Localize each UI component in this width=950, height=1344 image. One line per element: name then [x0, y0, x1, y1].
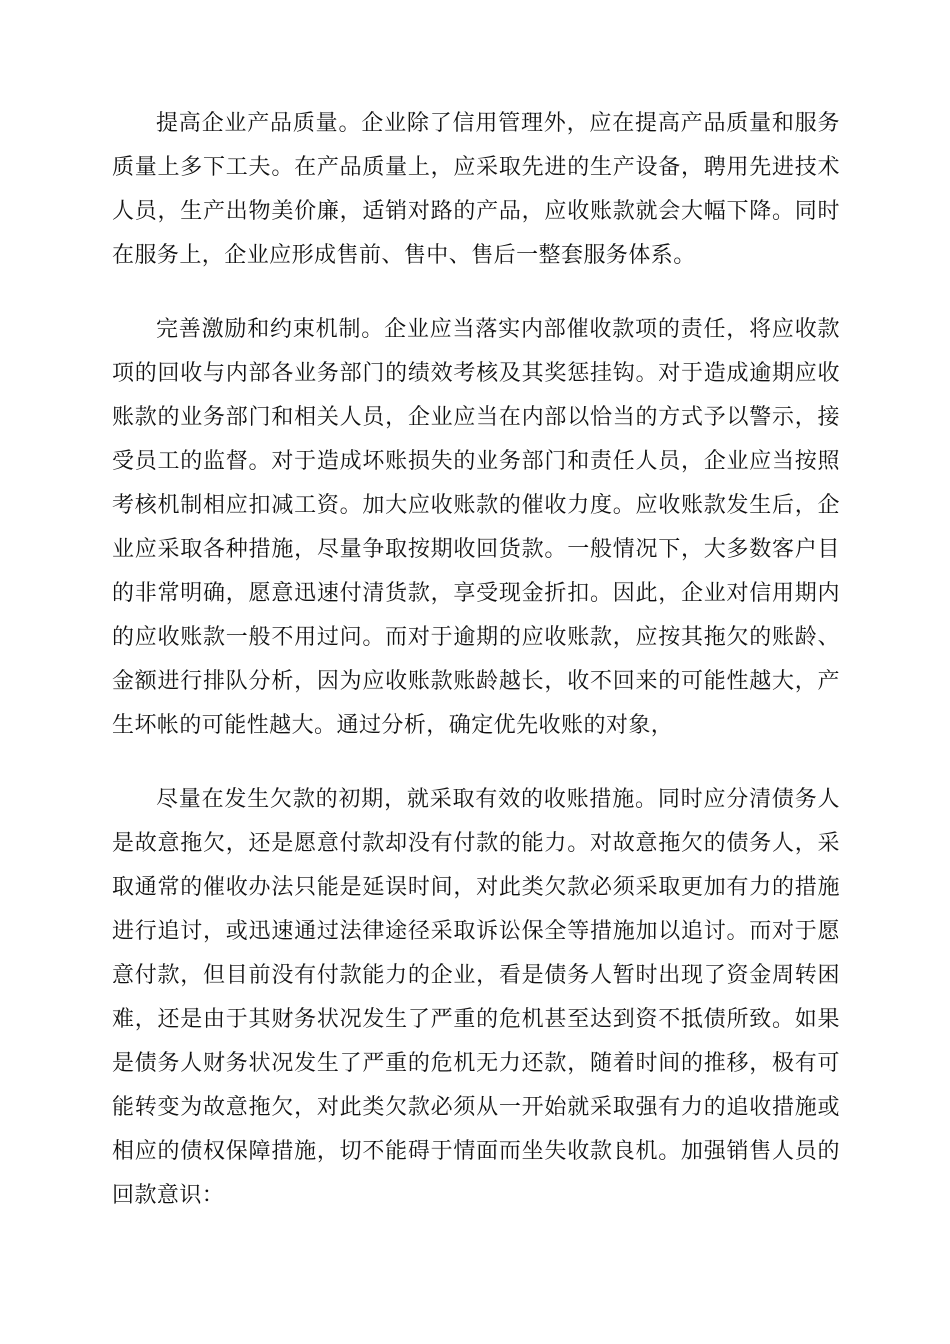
document-body [112, 102, 840, 1248]
paragraph-product-quality: 提高企业产品质量。企业除了信用管理外，应在提高产品质量和服务质量上多下工夫。在产品质量上，应采取先进的生产设备，聘用先进技术人员，生产出物美价廉，适销对路的产品，应收账款就会大幅下降。同时在服务上，企业应形成售前、售中、售后一整套服务体系。 [112, 111, 840, 268]
paragraph-early-collection: 尽量在发生欠款的初期，就采取有效的收账措施。同时应分清债务人是故意拖欠，还是愿意付款却没有付款的能力。对故意拖欠的债务人，采取通常的催收办法只能是延误时间，对此类欠款必须采取更加有力的措施进行追讨，或迅速通过法律途径采取诉讼保全等措施加以追讨。而对于愿意付款，但目前没有付款能力的企业，看是债务人暂时出现了资金周转困难，还是由于其财务状况发生了严重的危机甚至达到资不抵债所致。如果是债务人财务状况发生了严重的危机无力还款，随着时间的推移，极有可能转变为故意拖欠，对此类欠款必须从一开始就采取强有力的追收措施或相应的债权保障措施，切不能碍于情面而坐失收款良机。加强销售人员的回款意识： [112, 787, 840, 1208]
paragraph-incentive-mechanism: 完善激励和约束机制。企业应当落实内部催收款项的责任，将应收款项的回收与内部各业务部门的绩效考核及其奖惩挂钩。对于造成逾期应收账款的业务部门和相关人员，企业应当在内部以恰当的方式予以警示，接受员工的监督。对于造成坏账损失的业务部门和责任人员，企业应当按照考核机制相应扣减工资。加大应收账款的催收力度。应收账款发生后，企业应采取各种措施，尽量争取按期收回货款。一般情况下，大多数客户目的非常明确，愿意迅速付清货款，享受现金折扣。因此，企业对信用期内的应收账款一般不用过问。而对于逾期的应收账款，应按其拖欠的账龄、金额进行排队分析，因为应收账款账龄越长，收不回来的可能性越大，产生坏帐的可能性越大。通过分析，确定优先收账的对象， [112, 317, 840, 738]
